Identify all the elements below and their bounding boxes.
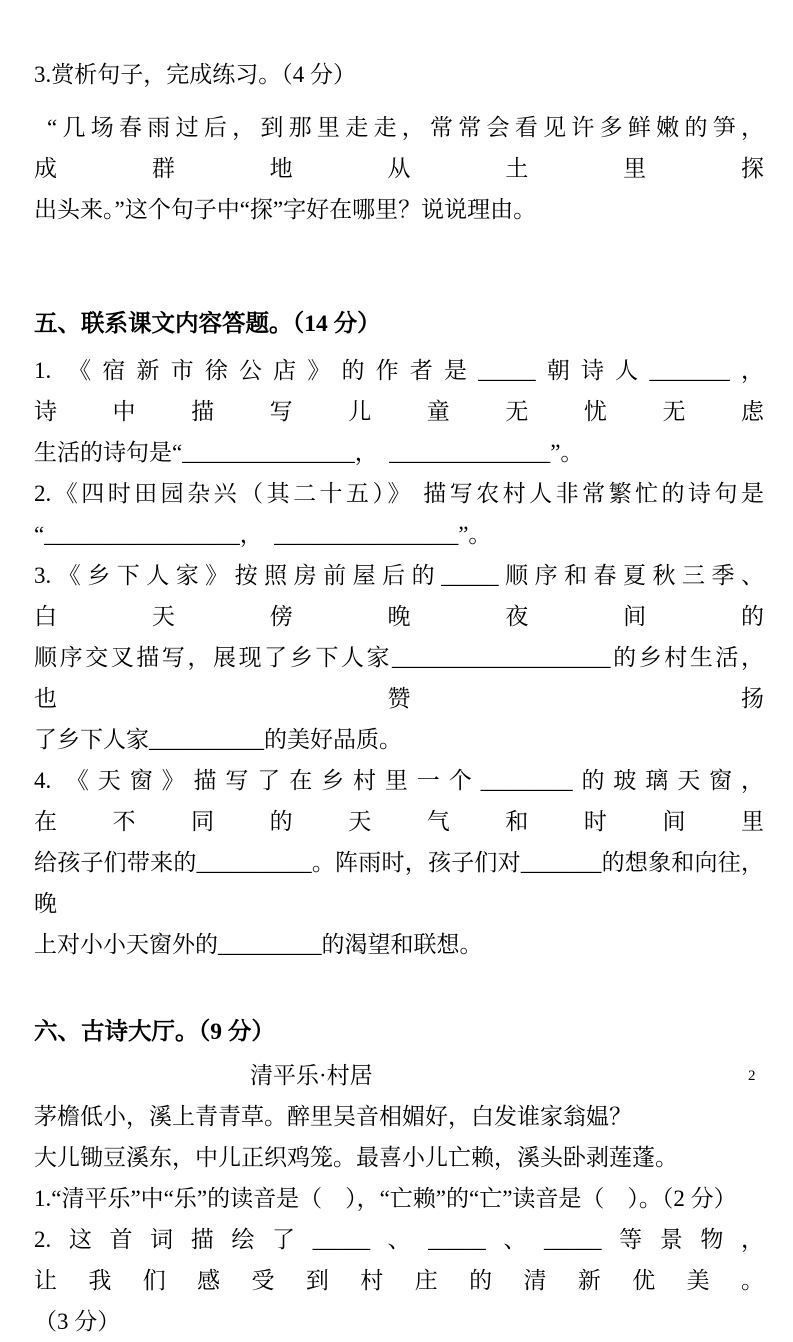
q1-line-1: 1. 《宿新市徐公店》的作者是_____朝诗人_______，诗中描写儿童无忧无虑 bbox=[34, 358, 764, 424]
section-five-text-comprehension bbox=[34, 304, 764, 965]
page-number: 2 bbox=[748, 1068, 756, 1084]
section-six-heading: 六、古诗大厅。（9 分） bbox=[34, 1019, 275, 1045]
poem-question-1: 1.“清平乐”中“乐”的读音是（ ），“亡赖”的“亡”读音是（ ）。（2 分） bbox=[34, 1186, 737, 1211]
q1-line-2: 生活的诗句是“_______________， ______________”。 bbox=[34, 440, 584, 465]
q2-line-2: “_________________， ________________”。 bbox=[34, 522, 492, 547]
quoted-sentence-line-1: “几场春雨过后，到那里走走，常常会看见许多鲜嫩的笋，成群地从土里探 bbox=[34, 115, 764, 181]
page-content bbox=[34, 54, 764, 1342]
q3-line-2: 顺序交叉描写，展现了乡下人家___________________的乡村生活，也赞扬 bbox=[34, 645, 764, 711]
quoted-sentence-line-2: 出头来。”这个句子中“探”字好在哪里？说说理由。 bbox=[34, 197, 537, 222]
poem-title: 清平乐·村居 bbox=[250, 1063, 373, 1088]
section-five-heading: 五、联系课文内容答题。（14 分） bbox=[34, 311, 381, 337]
q4-line-1: 4. 《天窗》描写了在乡村里一个________的玻璃天窗，在不同的天气和时间里 bbox=[34, 768, 764, 834]
q2-line-1: 2.《四时田园杂兴（其二十五）》 描写农村人非常繁忙的诗句是 bbox=[34, 481, 764, 506]
q3-line-3: 了乡下人家__________的美好品质。 bbox=[34, 727, 402, 752]
question-3-heading: 3.赏析句子，完成练习。（4 分） bbox=[34, 62, 356, 87]
section-sentence-analysis bbox=[34, 54, 764, 230]
section-six-ancient-poem bbox=[34, 1012, 764, 1342]
q4-line-2: 给孩子们带来的__________。阵雨时，孩子们对_______的想象和向往，晚 bbox=[34, 850, 764, 916]
q4-line-3: 上对小小天窗外的_________的渴望和联想。 bbox=[34, 932, 483, 957]
poem-question-2-score: （3 分） bbox=[34, 1309, 121, 1334]
poem-line-1: 茅檐低小，溪上青青草。醉里吴音相媚好，白发谁家翁媪？ bbox=[34, 1104, 632, 1129]
poem-line-2: 大儿锄豆溪东，中儿正织鸡笼。最喜小儿亡赖，溪头卧剥莲蓬。 bbox=[34, 1145, 678, 1170]
q3-line-1: 3.《乡下人家》按照房前屋后的_____顺序和春夏秋三季、白天傍晚夜间的 bbox=[34, 563, 764, 629]
poem-question-2: 2.这首词描绘了_____、_____、_____等景物，让我们感受到村庄的清新优美。 bbox=[34, 1227, 764, 1293]
